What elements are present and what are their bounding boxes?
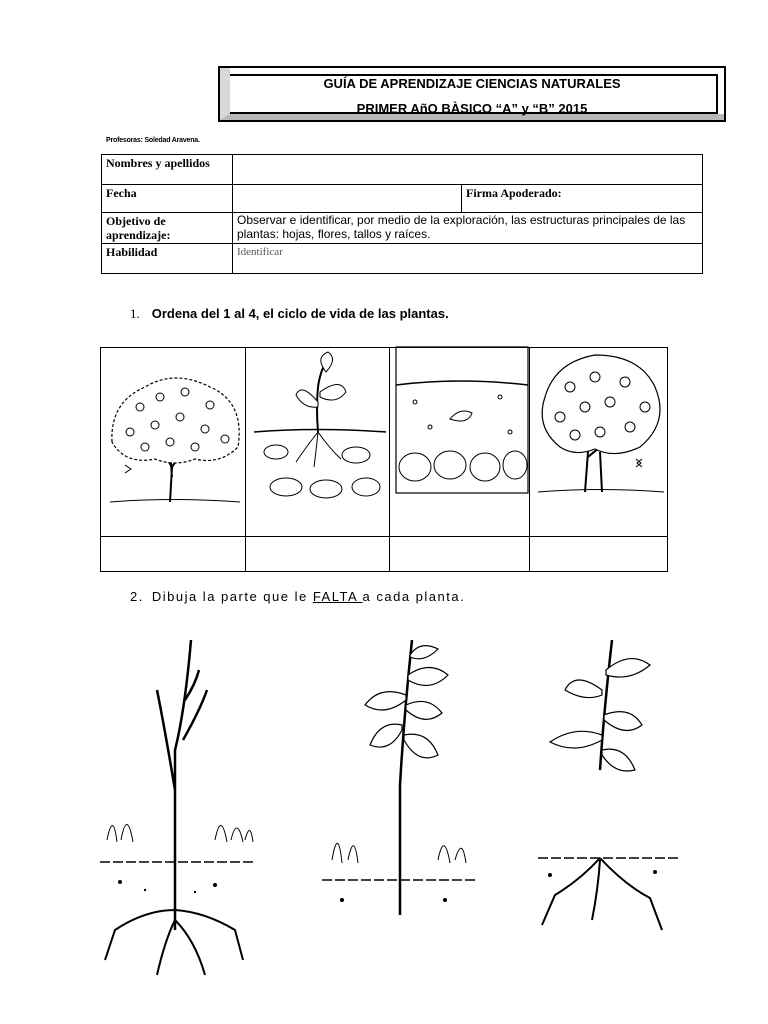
question-1 [130,306,449,322]
objetivo-value: Observar e identificar, por medio de la exploración, las estructuras principales de las plantas: hojas, flores, tallos y raíces. [233,213,703,244]
nombres-label: Nombres y apellidos [102,155,233,185]
teachers-note: Profesoras: Soledad Aravena. [106,137,200,144]
title-line-2: PRIMER AñO BÀSICO “A” y “B” 2015 [356,101,588,116]
habilidad-label: Habilidad [102,244,233,274]
question-2 [130,589,465,604]
student-info-table [101,154,703,274]
firma-apoderado-label: Firma Apoderado: [462,185,703,213]
answer-box-2[interactable] [245,536,390,572]
answer-box-1[interactable] [100,536,246,572]
leafy-tree-illustration [530,347,670,507]
question-2-text-before: Dibuja la parte que le [151,589,313,604]
seed-in-soil-illustration [390,347,530,497]
question-1-number: 1. [130,306,140,321]
title-box [218,66,726,122]
plant-missing-stem [530,630,690,960]
question-2-underlined: FALTA [312,589,363,604]
question-1-text: Ordena del 1 al 4, el ciclo de vida de las plantas. [151,306,449,321]
fecha-label: Fecha [102,185,233,213]
title-line-1: GUÍA DE APRENDIZAJE CIENCIAS NATURALES [323,76,621,91]
question-2-text-after: a cada planta. [362,589,466,604]
objetivo-label: Objetivo de aprendizaje: [102,213,233,244]
question-2-number: 2. [130,589,144,604]
nombres-field[interactable] [233,155,703,185]
flowering-tree-illustration [100,347,246,507]
plant-missing-roots [320,635,480,915]
answer-box-4[interactable] [529,536,668,572]
sprout-illustration [246,347,392,507]
habilidad-value: Identificar [233,244,703,274]
answer-box-3[interactable] [389,536,530,572]
plant-missing-leaves [95,630,260,990]
fecha-field[interactable] [233,185,462,213]
